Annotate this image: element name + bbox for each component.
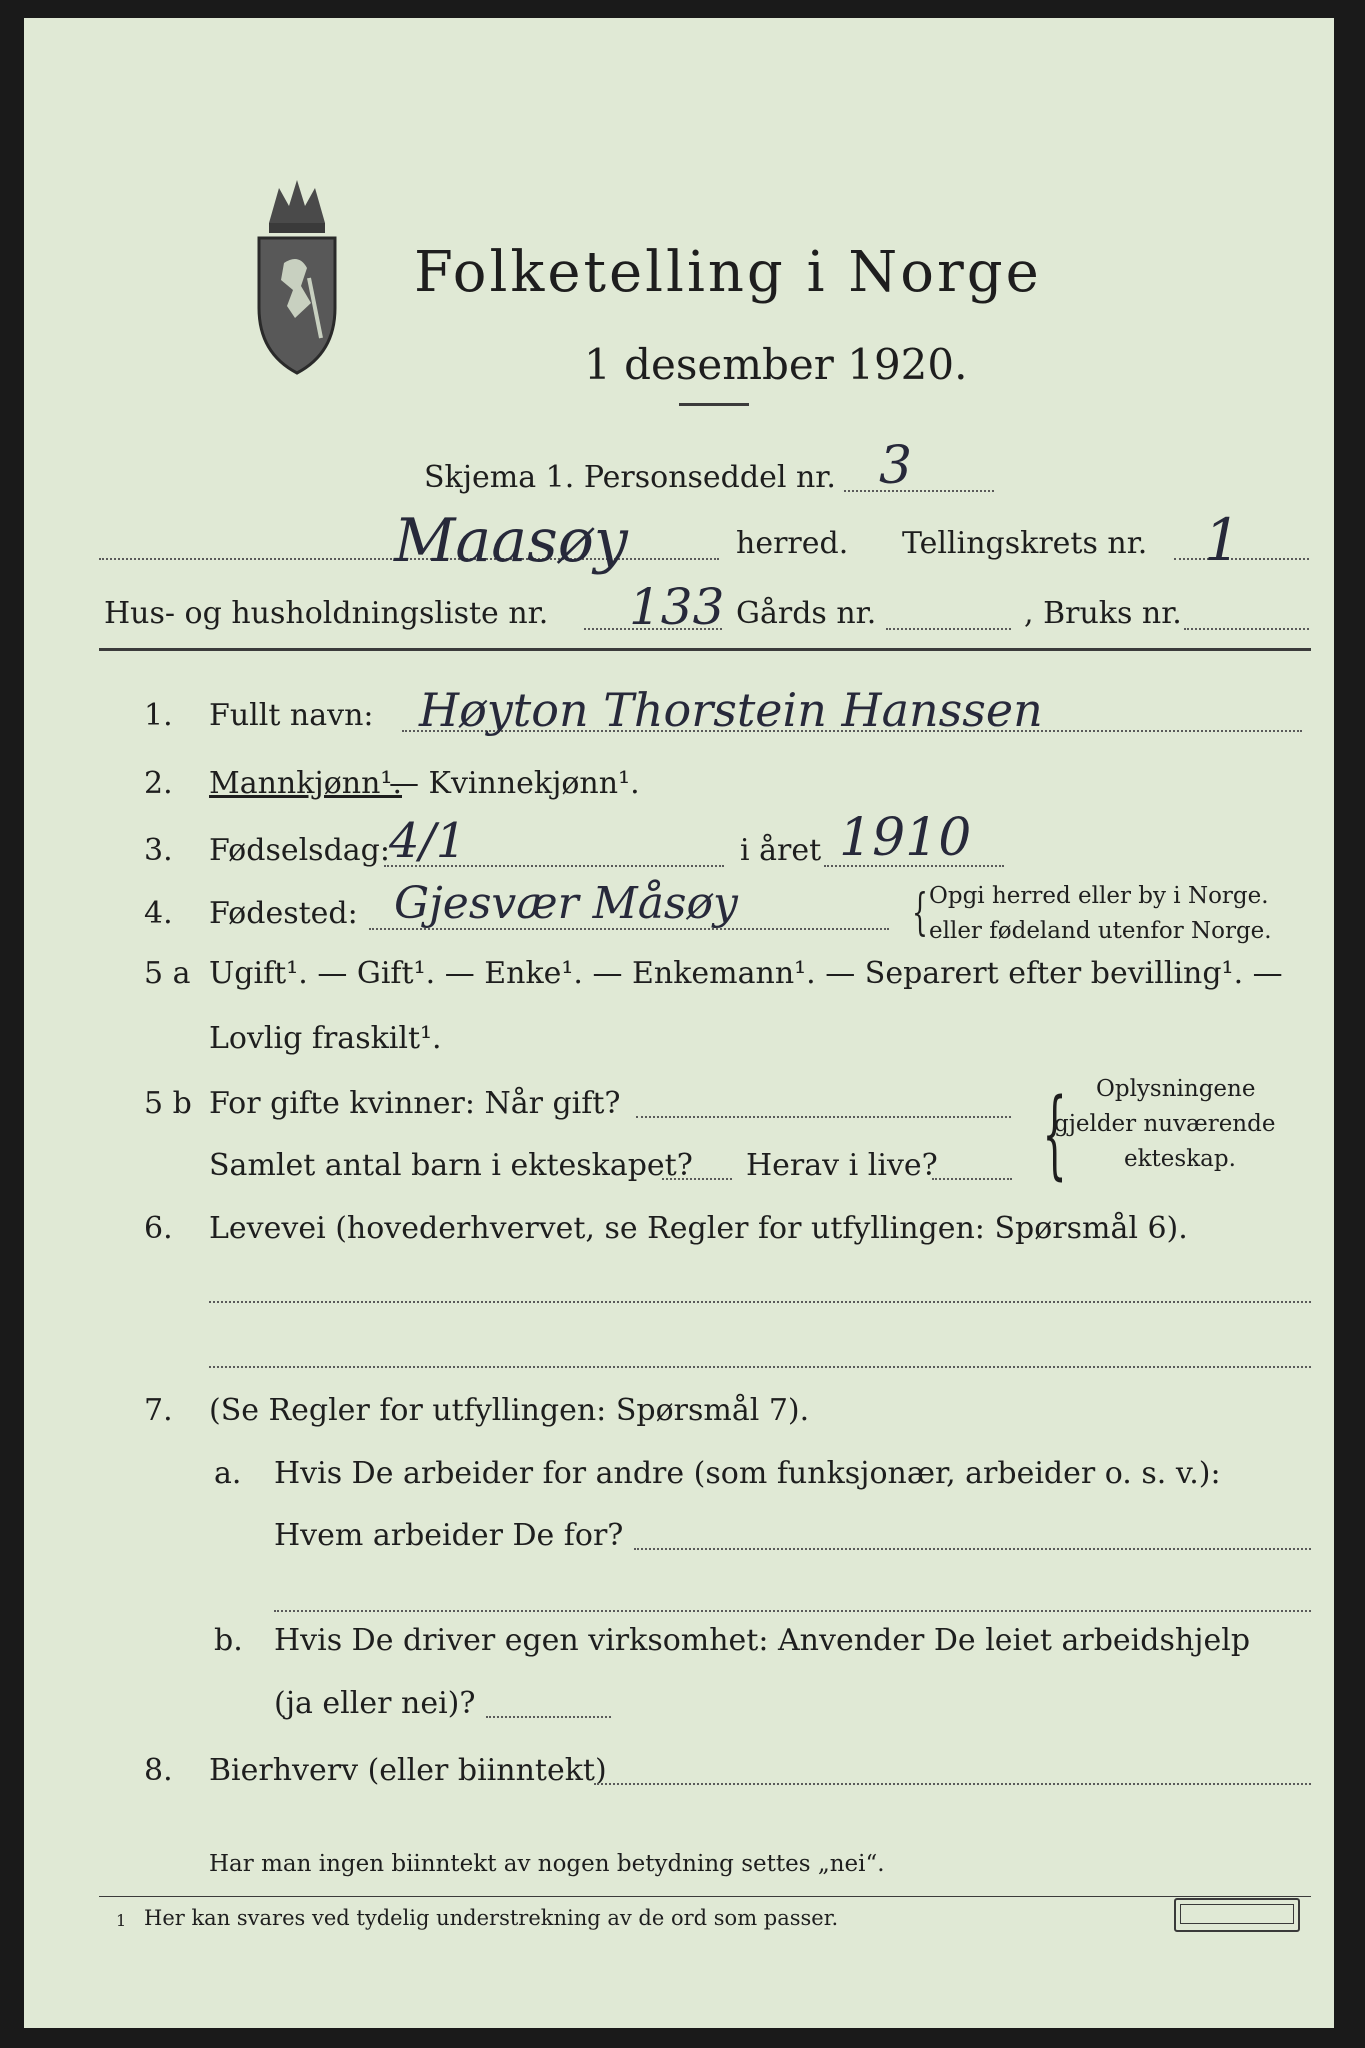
schema-label: Skjema 1. Personseddel nr. [424, 460, 836, 495]
q5b-children-label: Samlet antal barn i ekteskapet? [209, 1148, 693, 1183]
footnote-marker: 1 [116, 1911, 127, 1930]
occupation-line-2 [209, 1366, 1311, 1368]
birthday-value[interactable]: 4/1 [389, 813, 467, 869]
side-income-line [594, 1783, 1311, 1785]
census-district-label: Tellingskrets nr. [902, 526, 1148, 561]
q3-number: 3. [144, 833, 173, 868]
q1-number: 1. [144, 698, 173, 733]
household-list-value[interactable]: 133 [629, 578, 725, 636]
title-divider [679, 403, 749, 406]
q7-label: (Se Regler for utfyllingen: Spørsmål 7). [209, 1393, 810, 1428]
q4-note-line2: eller fødeland utenfor Norge. [929, 918, 1272, 944]
q8-number: 8. [144, 1753, 173, 1788]
census-form-page [24, 18, 1334, 2028]
printer-stamp [1174, 1898, 1300, 1932]
q4-number: 4. [144, 896, 173, 931]
census-date: 1 desember 1920. [584, 340, 968, 389]
q2-male-option[interactable]: Mannkjønn¹. [209, 766, 402, 801]
q3-year-label: i året [740, 833, 822, 868]
q3-label: Fødselsdag: [209, 833, 390, 868]
q5b-number: 5 b [144, 1086, 192, 1121]
employer-line-1 [634, 1548, 1311, 1550]
q5b-alive-label: Herav i live? [746, 1148, 938, 1183]
holding-number-label: , Bruks nr. [1024, 596, 1182, 631]
page-title: Folketelling i Norge [414, 240, 1042, 305]
q8-label: Bierhverv (eller biinntekt) [209, 1753, 607, 1788]
q6-number: 6. [144, 1211, 173, 1246]
q6-label: Levevei (hovederhvervet, se Regler for utfyllingen: Spørsmål 6). [209, 1211, 1188, 1246]
q7a-letter: a. [214, 1456, 242, 1491]
q5b-brace: { [1042, 1078, 1067, 1190]
q5a-options[interactable]: Ugift¹. — Gift¹. — Enke¹. — Enkemann¹. — Separert efter bevilling¹. — [209, 956, 1283, 991]
q7a-text: Hvis De arbeider for andre (som funksjonær, arbeider o. s. v.): [274, 1456, 1221, 1491]
person-slip-number-line [844, 490, 994, 492]
full-name-value[interactable]: Høyton Thorstein Hanssen [419, 683, 1043, 737]
farm-number-label: Gårds nr. [736, 596, 877, 631]
q4-brace: { [911, 883, 928, 941]
employer-line-2 [274, 1610, 1311, 1612]
birthplace-value[interactable]: Gjesvær Måsøy [394, 878, 738, 929]
norwegian-coat-of-arms-emblem [249, 168, 344, 378]
municipality-label: herred. [736, 526, 849, 561]
q5b-note-line2: gjelder nuværende [1054, 1111, 1276, 1137]
q7b-text: Hvis De driver egen virksomhet: Anvender De leiet arbeidshjelp [274, 1623, 1251, 1658]
farm-number-line [886, 628, 1011, 630]
alive-line [932, 1178, 1012, 1180]
census-district-value[interactable]: 1 [1204, 506, 1241, 574]
q7b-letter: b. [214, 1623, 243, 1658]
q5b-note-line3: ekteskap. [1124, 1146, 1236, 1172]
birth-year-value[interactable]: 1910 [839, 808, 972, 868]
footnote-text: Her kan svares ved tydelig understrekning av de ord som passer. [144, 1906, 839, 1930]
holding-number-line [1184, 628, 1309, 630]
q7b-answer-label: (ja eller nei)? [274, 1686, 476, 1721]
household-list-label: Hus- og husholdningsliste nr. [104, 596, 549, 631]
q5a-options-cont[interactable]: Lovlig fraskilt¹. [209, 1021, 442, 1056]
q7a-employer-label: Hvem arbeider De for? [274, 1518, 624, 1553]
q4-note-line1: Opgi herred eller by i Norge. [929, 883, 1269, 909]
q5b-note-line1: Oplysningene [1096, 1076, 1256, 1102]
hired-help-line [486, 1716, 611, 1718]
q2-number: 2. [144, 766, 173, 801]
side-income-note: Har man ingen biinntekt av nogen betydning settes „nei“. [209, 1851, 885, 1877]
census-district-line [1174, 558, 1309, 560]
q1-label: Fullt navn: [209, 698, 374, 733]
q2-female-option[interactable]: — Kvinnekjønn¹. [389, 766, 640, 801]
municipality-value[interactable]: Maasøy [394, 506, 628, 576]
q7-number: 7. [144, 1393, 173, 1428]
occupation-line-1 [209, 1301, 1311, 1303]
q5b-married-when-label: For gifte kvinner: Når gift? [209, 1086, 621, 1121]
q4-label: Fødested: [209, 896, 358, 931]
footnote-divider [99, 1896, 1311, 1897]
header-divider [99, 648, 1311, 651]
children-line [662, 1178, 732, 1180]
person-slip-number[interactable]: 3 [879, 436, 913, 496]
q5a-number: 5 a [144, 956, 191, 991]
married-when-line [636, 1116, 1011, 1118]
